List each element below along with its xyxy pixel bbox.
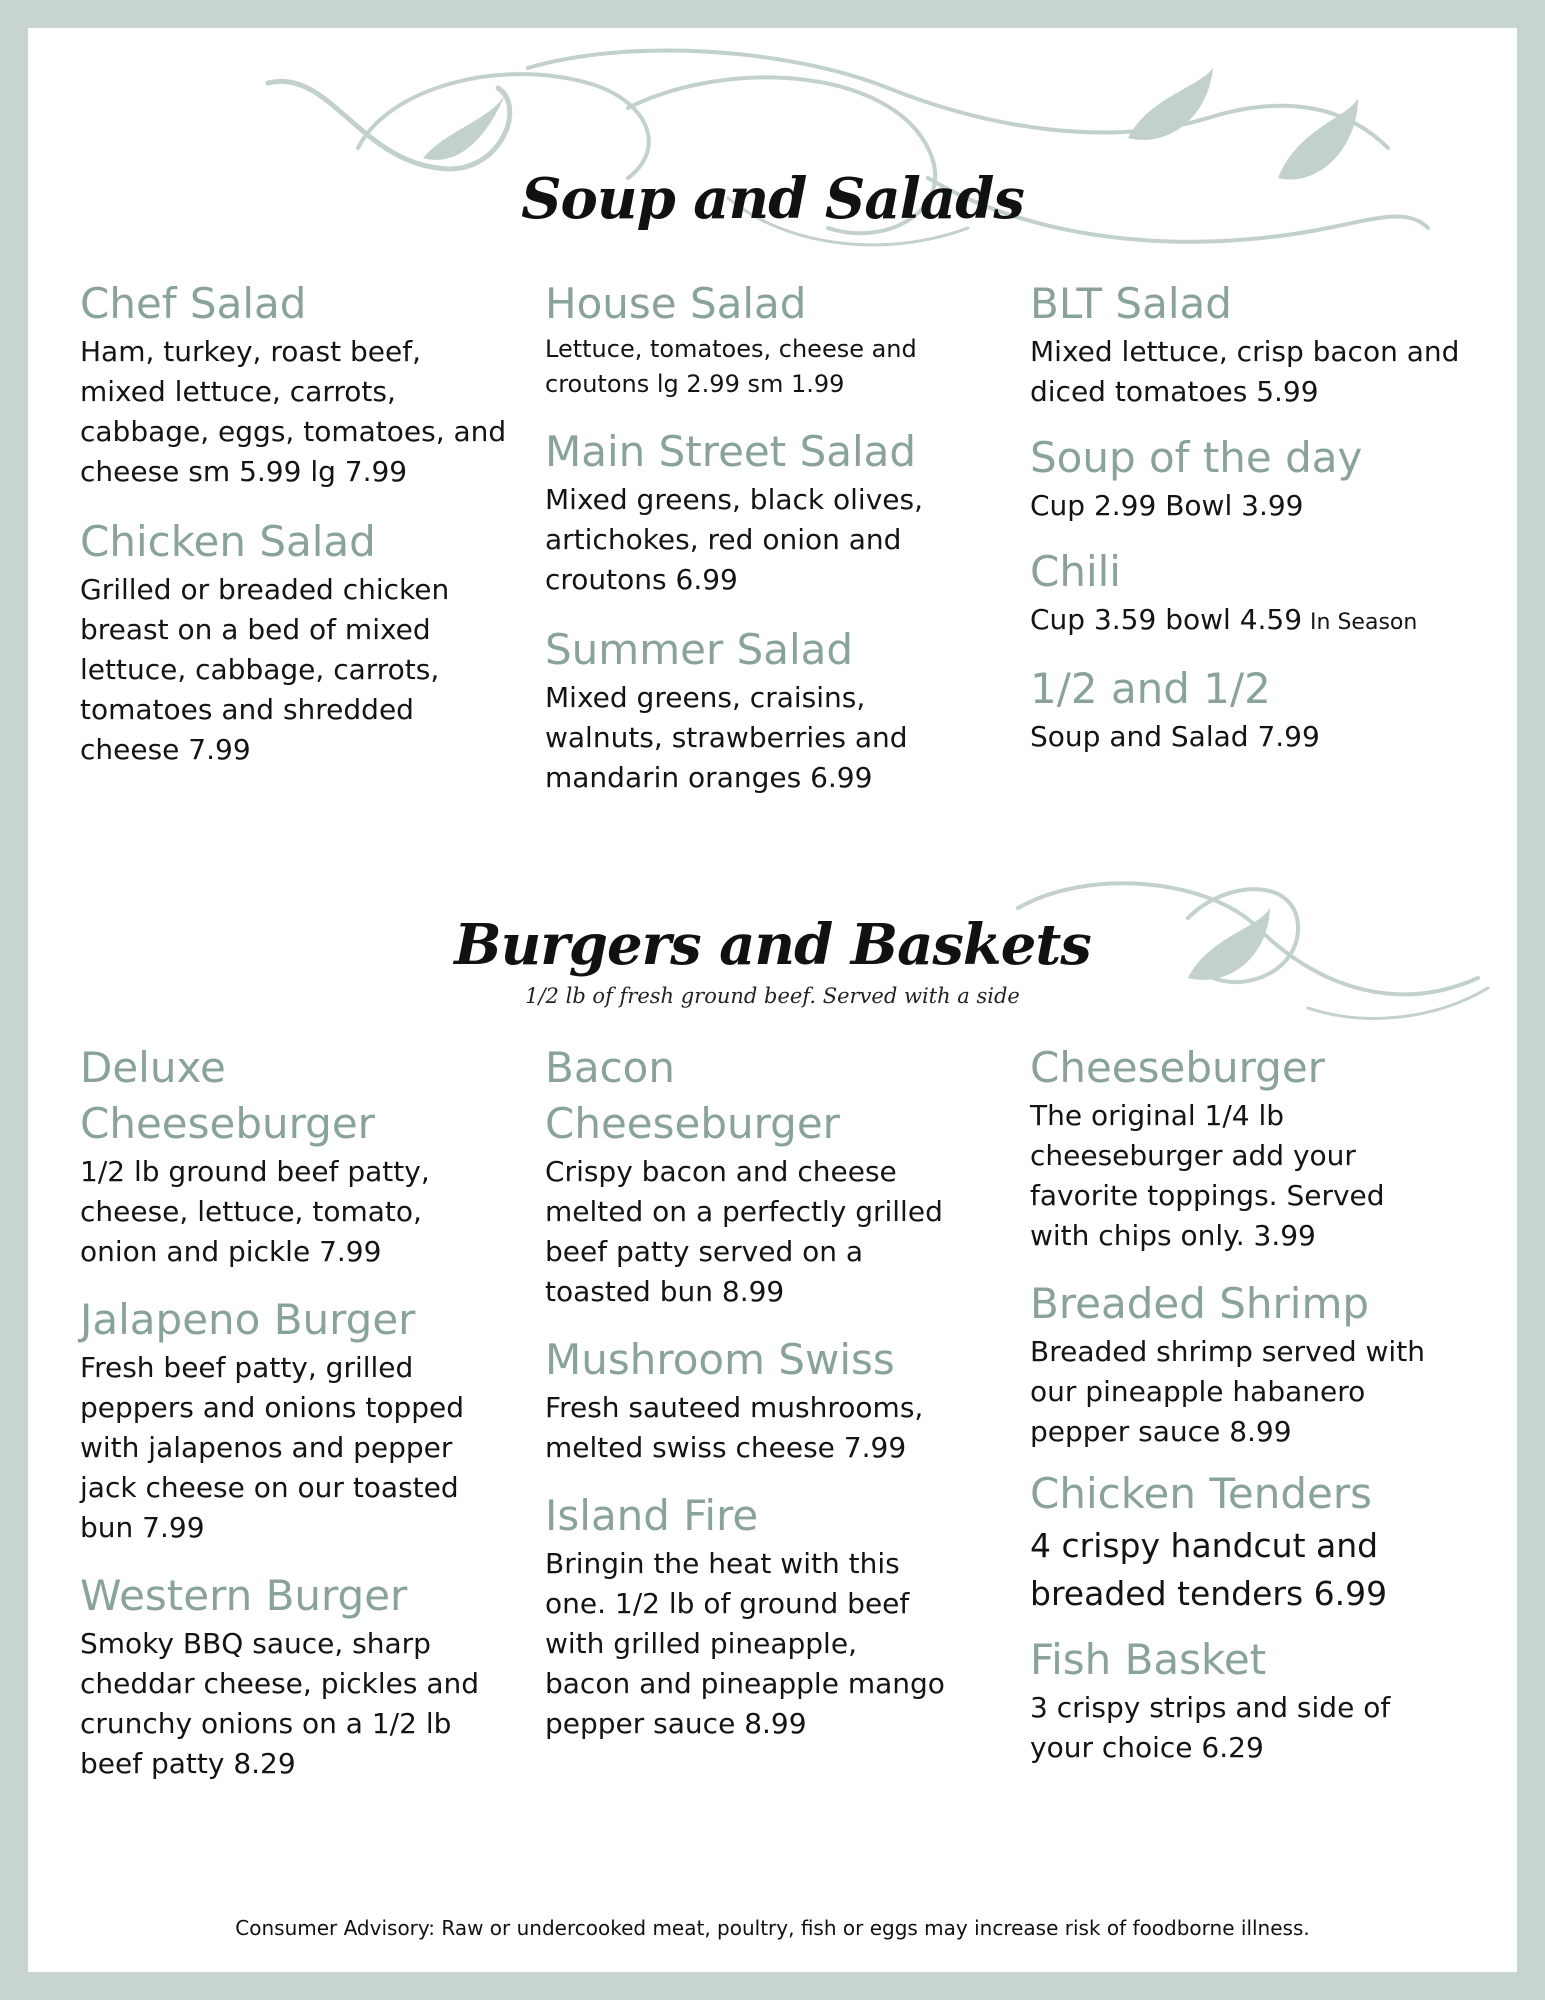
item-description: 3 crispy strips and side of your choice 6.29 bbox=[1030, 1691, 1391, 1764]
menu-item bbox=[80, 1040, 480, 1272]
item-name: Chicken Tenders bbox=[1030, 1469, 1372, 1518]
item-description: Mixed greens, craisins, walnuts, strawberries and mandarin oranges 6.99 bbox=[545, 681, 908, 794]
item-description: Crispy bacon and cheese melted on a perfectly grilled beef patty served on a toasted bun 8.99 bbox=[545, 1155, 943, 1308]
item-description: Ham, turkey, roast beef, mixed lettuce, carrots, cabbage, eggs, tomatoes, and cheese sm 5.99 lg 7.99 bbox=[80, 335, 507, 488]
item-description: Mixed lettuce, crisp bacon and diced tomatoes 5.99 bbox=[1030, 335, 1460, 408]
menu-column bbox=[1030, 276, 1460, 757]
item-description: Fresh beef patty, grilled peppers and onions topped with jalapenos and pepper jack cheese on our toasted bun 7.99 bbox=[80, 1351, 465, 1544]
item-name: Main Street Salad bbox=[545, 427, 917, 476]
menu-item bbox=[1030, 1276, 1450, 1452]
menu-item bbox=[1030, 430, 1460, 526]
menu-column bbox=[1030, 1040, 1450, 1768]
menu-item bbox=[1030, 276, 1460, 412]
menu-item bbox=[545, 1488, 945, 1744]
menu-item bbox=[545, 276, 975, 402]
menu-item bbox=[1030, 1466, 1450, 1618]
item-description: Bringin the heat with this one. 1/2 lb of ground beef with grilled pineapple, bacon and pineapple mango pepper sauce 8.99 bbox=[545, 1547, 945, 1740]
section-title-burgers-baskets: Burgers and Baskets bbox=[454, 912, 1091, 978]
item-name: Fish Basket bbox=[1030, 1635, 1267, 1684]
item-name: BLT Salad bbox=[1030, 279, 1232, 328]
item-name: Breaded Shrimp bbox=[1030, 1279, 1370, 1328]
item-description: Lettuce, tomatoes, cheese and croutons lg 2.99 sm 1.99 bbox=[545, 335, 917, 398]
item-description: Grilled or breaded chicken breast on a bed of mixed lettuce, cabbage, carrots, tomatoes and shredded cheese 7.99 bbox=[80, 573, 450, 766]
item-description: 4 crispy handcut and breaded tenders 6.99 bbox=[1030, 1526, 1388, 1613]
item-name: 1/2 and 1/2 bbox=[1030, 664, 1271, 713]
item-description: Breaded shrimp served with our pineapple habanero pepper sauce 8.99 bbox=[1030, 1335, 1425, 1448]
menu-item bbox=[1030, 1040, 1450, 1256]
menu-item bbox=[80, 1292, 480, 1548]
item-name: Island Fire bbox=[545, 1491, 759, 1540]
menu-column bbox=[80, 276, 510, 770]
item-name: House Salad bbox=[545, 279, 807, 328]
item-name: Jalapeno Burger bbox=[80, 1295, 416, 1344]
section-subtitle: 1/2 lb of fresh ground beef. Served with a side bbox=[525, 984, 1020, 1008]
menu-item bbox=[1030, 1632, 1450, 1768]
item-name: Mushroom Swiss bbox=[545, 1335, 895, 1384]
item-description: 1/2 lb ground beef patty, cheese, lettuce, tomato, onion and pickle 7.99 bbox=[80, 1155, 430, 1268]
menu-page bbox=[28, 28, 1517, 1972]
item-description: The original 1/4 lb cheeseburger add your favorite toppings. Served with chips only. 3.99 bbox=[1030, 1099, 1385, 1252]
menu-item bbox=[80, 276, 510, 492]
item-description-text: Cup 3.59 bowl 4.59 bbox=[1030, 603, 1303, 636]
item-name: Soup of the day bbox=[1030, 433, 1363, 482]
item-description: Fresh sauteed mushrooms, melted swiss cheese 7.99 bbox=[545, 1391, 924, 1464]
menu-column bbox=[80, 1040, 480, 1784]
menu-item bbox=[545, 622, 975, 798]
consumer-advisory: Consumer Advisory: Raw or undercooked meat, poultry, fish or eggs may increase risk of foodborne illness. bbox=[235, 1916, 1310, 1940]
item-name: Chef Salad bbox=[80, 279, 307, 328]
item-description: Mixed greens, black olives, artichokes, red onion and croutons 6.99 bbox=[545, 483, 923, 596]
item-name: Bacon Cheeseburger bbox=[545, 1043, 840, 1148]
menu-item bbox=[1030, 661, 1460, 757]
menu-item bbox=[80, 514, 510, 770]
item-name: Western Burger bbox=[80, 1571, 408, 1620]
item-description bbox=[1030, 600, 1460, 643]
swirl-ornament-top bbox=[28, 28, 1517, 288]
seasonal-note: In Season bbox=[1310, 610, 1418, 635]
menu-item bbox=[545, 424, 975, 600]
section-title-soup-salads: Soup and Salads bbox=[521, 166, 1024, 232]
item-description: Soup and Salad 7.99 bbox=[1030, 720, 1320, 753]
item-name: Summer Salad bbox=[545, 625, 854, 674]
menu-item bbox=[545, 1040, 945, 1312]
menu-column bbox=[545, 1040, 945, 1744]
item-name: Cheeseburger bbox=[1030, 1043, 1325, 1092]
menu-item bbox=[80, 1568, 480, 1784]
item-name: Chili bbox=[1030, 547, 1121, 596]
item-name: Chicken Salad bbox=[80, 517, 376, 566]
menu-item bbox=[1030, 544, 1460, 643]
item-description: Cup 2.99 Bowl 3.99 bbox=[1030, 489, 1304, 522]
item-name: Deluxe Cheeseburger bbox=[80, 1043, 375, 1148]
item-description: Smoky BBQ sauce, sharp cheddar cheese, pickles and crunchy onions on a 1/2 lb beef patty 8.29 bbox=[80, 1627, 480, 1780]
menu-item bbox=[545, 1332, 945, 1468]
menu-column bbox=[545, 276, 975, 798]
